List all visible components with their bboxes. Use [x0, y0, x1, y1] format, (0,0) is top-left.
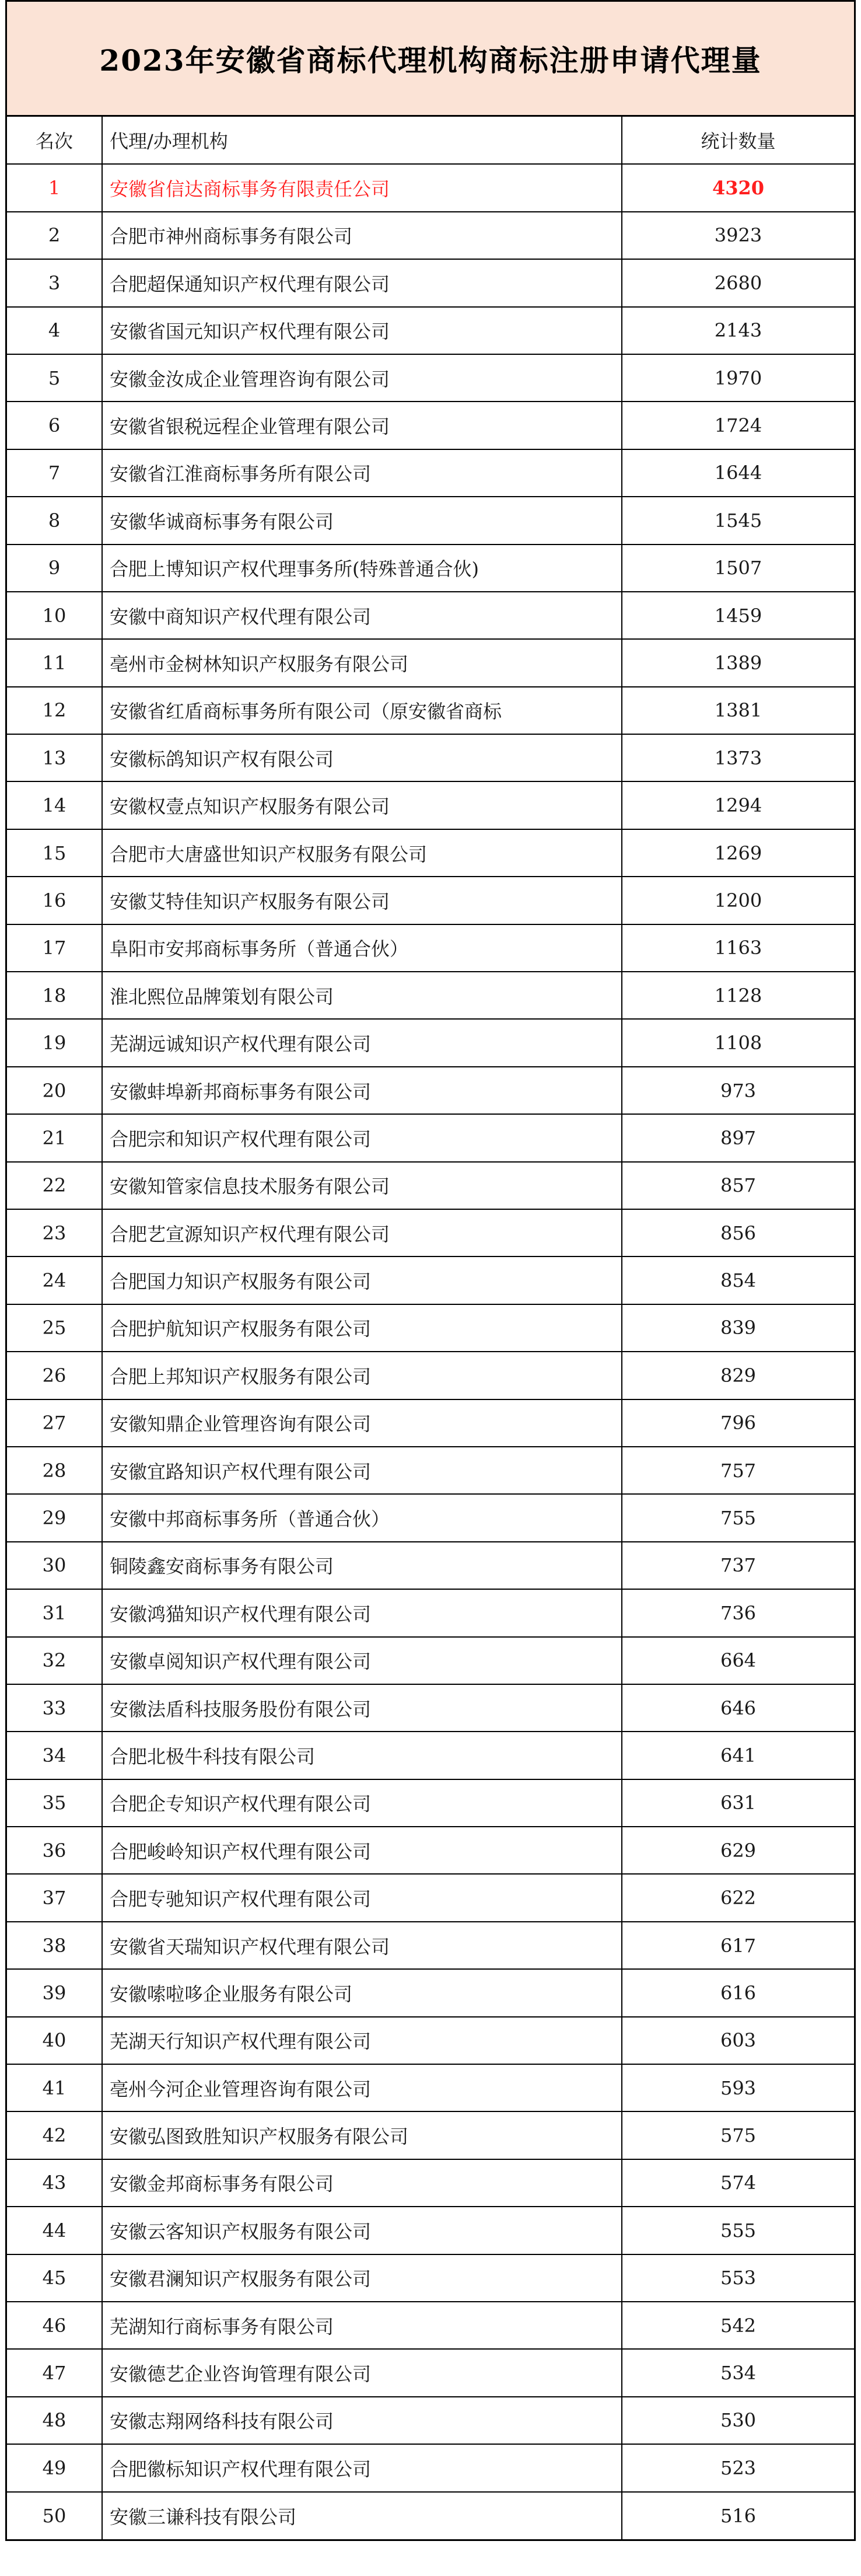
- table-row: [7, 972, 854, 1019]
- count-cell: 1108: [622, 1019, 854, 1066]
- count-cell: 857: [622, 1162, 854, 1209]
- rank-cell: 44: [7, 2207, 102, 2254]
- rank-cell: 36: [7, 1827, 102, 1874]
- table-row: [7, 497, 854, 544]
- count-cell: 1459: [622, 592, 854, 639]
- rank-cell: 40: [7, 2017, 102, 2064]
- count-cell: 553: [622, 2254, 854, 2302]
- count-cell: 616: [622, 1969, 854, 2016]
- agency-cell: 合肥上邦知识产权服务有限公司: [102, 1352, 622, 1399]
- table-row: [7, 2159, 854, 2207]
- agency-cell: 安徽卓阅知识产权代理有限公司: [102, 1637, 622, 1684]
- table-row: [7, 1494, 854, 1541]
- rank-cell: 15: [7, 829, 102, 877]
- agency-cell: 安徽弘图致胜知识产权服务有限公司: [102, 2111, 622, 2159]
- count-cell: 575: [622, 2111, 854, 2159]
- agency-cell: 安徽标鸽知识产权有限公司: [102, 734, 622, 781]
- table-row: [7, 2207, 854, 2254]
- agency-cell: 芜湖远诚知识产权代理有限公司: [102, 1019, 622, 1066]
- table-row: [7, 1209, 854, 1256]
- rank-cell: 46: [7, 2302, 102, 2349]
- rank-cell: 39: [7, 1969, 102, 2016]
- agency-cell: 安徽宜路知识产权代理有限公司: [102, 1447, 622, 1494]
- count-cell: 523: [622, 2444, 854, 2491]
- agency-cell: 安徽德艺企业咨询管理有限公司: [102, 2349, 622, 2396]
- agency-cell: 亳州市金树林知识产权服务有限公司: [102, 639, 622, 686]
- count-cell: 617: [622, 1922, 854, 1969]
- agency-cell: 安徽云客知识产权服务有限公司: [102, 2207, 622, 2254]
- table-row: [7, 2444, 854, 2491]
- column-header-count: 统计数量: [622, 117, 854, 164]
- count-cell: 622: [622, 1874, 854, 1921]
- agency-cell: 铜陵鑫安商标事务有限公司: [102, 1542, 622, 1589]
- rank-cell: 33: [7, 1684, 102, 1732]
- agency-cell: 安徽省国元知识产权代理有限公司: [102, 307, 622, 354]
- agency-cell: 合肥市神州商标事务有限公司: [102, 212, 622, 259]
- table-row: [7, 1304, 854, 1352]
- agency-cell: 安徽志翔网络科技有限公司: [102, 2397, 622, 2444]
- count-cell: 2680: [622, 259, 854, 306]
- rank-cell: 30: [7, 1542, 102, 1589]
- rank-cell: 8: [7, 497, 102, 544]
- count-cell: 1294: [622, 781, 854, 829]
- table-row: [7, 592, 854, 639]
- header-row: [7, 117, 854, 164]
- agency-cell: 安徽省红盾商标事务所有限公司（原安徽省商标: [102, 687, 622, 734]
- table-row: [7, 1779, 854, 1827]
- agency-cell: 安徽知鼎企业管理咨询有限公司: [102, 1399, 622, 1447]
- table-row: [7, 1352, 854, 1399]
- count-cell: 1381: [622, 687, 854, 734]
- count-cell: 1163: [622, 924, 854, 972]
- rank-cell: 48: [7, 2397, 102, 2444]
- table-row: [7, 259, 854, 306]
- table-row: [7, 1732, 854, 1779]
- agency-cell: 安徽三谦科技有限公司: [102, 2492, 622, 2539]
- rank-cell: 27: [7, 1399, 102, 1447]
- table-row: [7, 924, 854, 972]
- table-row: [7, 354, 854, 402]
- count-cell: 629: [622, 1827, 854, 1874]
- rank-cell: 16: [7, 877, 102, 924]
- table-row: [7, 2064, 854, 2111]
- rank-cell: 43: [7, 2159, 102, 2207]
- rank-cell: 47: [7, 2349, 102, 2396]
- table-row: [7, 544, 854, 592]
- rank-cell: 29: [7, 1494, 102, 1541]
- count-cell: 736: [622, 1589, 854, 1636]
- rank-cell: 17: [7, 924, 102, 972]
- table-row: [7, 1589, 854, 1636]
- agency-cell: 安徽艾特佳知识产权服务有限公司: [102, 877, 622, 924]
- agency-cell: 安徽金汝成企业管理咨询有限公司: [102, 354, 622, 402]
- table-row: [7, 402, 854, 449]
- agency-cell: 合肥峻岭知识产权代理有限公司: [102, 1827, 622, 1874]
- agency-cell: 安徽蚌埠新邦商标事务有限公司: [102, 1067, 622, 1114]
- agency-cell: 安徽省信达商标事务有限责任公司: [102, 164, 622, 211]
- table-row: [7, 687, 854, 734]
- agency-cell: 安徽鸿猫知识产权代理有限公司: [102, 1589, 622, 1636]
- count-cell: 4320: [622, 164, 854, 211]
- table-row: [7, 2254, 854, 2302]
- agency-cell: 合肥艺宣源知识产权代理有限公司: [102, 1209, 622, 1256]
- count-cell: 516: [622, 2492, 854, 2539]
- rank-cell: 10: [7, 592, 102, 639]
- rank-cell: 2: [7, 212, 102, 259]
- agency-cell: 安徽金邦商标事务有限公司: [102, 2159, 622, 2207]
- count-cell: 574: [622, 2159, 854, 2207]
- agency-cell: 安徽省江淮商标事务所有限公司: [102, 449, 622, 497]
- count-cell: 1389: [622, 639, 854, 686]
- agency-cell: 亳州今河企业管理咨询有限公司: [102, 2064, 622, 2111]
- agency-cell: 合肥企专知识产权代理有限公司: [102, 1779, 622, 1827]
- agency-cell: 芜湖知行商标事务有限公司: [102, 2302, 622, 2349]
- count-cell: 593: [622, 2064, 854, 2111]
- table-row: [7, 2492, 854, 2539]
- count-cell: 664: [622, 1637, 854, 1684]
- table-row: [7, 1019, 854, 1066]
- rank-cell: 22: [7, 1162, 102, 1209]
- count-cell: 1373: [622, 734, 854, 781]
- rank-cell: 32: [7, 1637, 102, 1684]
- table-row: [7, 734, 854, 781]
- count-cell: 1644: [622, 449, 854, 497]
- agency-cell: 合肥市大唐盛世知识产权服务有限公司: [102, 829, 622, 877]
- agency-cell: 合肥上博知识产权代理事务所(特殊普通合伙): [102, 544, 622, 592]
- agency-cell: 阜阳市安邦商标事务所（普通合伙）: [102, 924, 622, 972]
- table-row: [7, 829, 854, 877]
- count-cell: 530: [622, 2397, 854, 2444]
- rank-cell: 9: [7, 544, 102, 592]
- table-row: [7, 2349, 854, 2396]
- table-row: [7, 1969, 854, 2016]
- rank-cell: 21: [7, 1114, 102, 1161]
- count-cell: 542: [622, 2302, 854, 2349]
- count-cell: 555: [622, 2207, 854, 2254]
- count-cell: 3923: [622, 212, 854, 259]
- table-row: [7, 1256, 854, 1304]
- rank-cell: 18: [7, 972, 102, 1019]
- count-cell: 829: [622, 1352, 854, 1399]
- table-row: [7, 1447, 854, 1494]
- agency-cell: 安徽法盾科技服务股份有限公司: [102, 1684, 622, 1732]
- rank-cell: 12: [7, 687, 102, 734]
- agency-cell: 安徽知管家信息技术服务有限公司: [102, 1162, 622, 1209]
- table-row: [7, 2397, 854, 2444]
- agency-cell: 安徽中邦商标事务所（普通合伙）: [102, 1494, 622, 1541]
- table-row: [7, 2017, 854, 2064]
- rank-cell: 6: [7, 402, 102, 449]
- table-row: [7, 639, 854, 686]
- table-row: [7, 1827, 854, 1874]
- agency-cell: 合肥北极牛科技有限公司: [102, 1732, 622, 1779]
- rank-cell: 5: [7, 354, 102, 402]
- table-row: [7, 2111, 854, 2159]
- rank-cell: 14: [7, 781, 102, 829]
- ranking-sheet: [5, 0, 856, 2541]
- column-header-rank: 名次: [7, 117, 102, 164]
- count-cell: 1545: [622, 497, 854, 544]
- count-cell: 856: [622, 1209, 854, 1256]
- count-cell: 1970: [622, 354, 854, 402]
- rank-cell: 24: [7, 1256, 102, 1304]
- agency-cell: 淮北熙位品牌策划有限公司: [102, 972, 622, 1019]
- rank-cell: 49: [7, 2444, 102, 2491]
- count-cell: 1724: [622, 402, 854, 449]
- count-cell: 1200: [622, 877, 854, 924]
- rank-cell: 45: [7, 2254, 102, 2302]
- agency-cell: 合肥专驰知识产权代理有限公司: [102, 1874, 622, 1921]
- rank-cell: 31: [7, 1589, 102, 1636]
- count-cell: 854: [622, 1256, 854, 1304]
- rank-cell: 1: [7, 164, 102, 211]
- count-cell: 755: [622, 1494, 854, 1541]
- table-row: [7, 1067, 854, 1114]
- count-cell: 1128: [622, 972, 854, 1019]
- count-cell: 897: [622, 1114, 854, 1161]
- table-row: [7, 307, 854, 354]
- agency-cell: 安徽君澜知识产权服务有限公司: [102, 2254, 622, 2302]
- rank-cell: 37: [7, 1874, 102, 1921]
- agency-cell: 安徽中商知识产权代理有限公司: [102, 592, 622, 639]
- count-cell: 737: [622, 1542, 854, 1589]
- table-row: [7, 1922, 854, 1969]
- count-cell: 973: [622, 1067, 854, 1114]
- table-row: [7, 1114, 854, 1161]
- count-cell: 2143: [622, 307, 854, 354]
- agency-cell: 安徽省天瑞知识产权代理有限公司: [102, 1922, 622, 1969]
- rank-cell: 7: [7, 449, 102, 497]
- ranking-table: [7, 117, 854, 2539]
- table-row: [7, 877, 854, 924]
- count-cell: 1269: [622, 829, 854, 877]
- page-title: 2023年安徽省商标代理机构商标注册申请代理量: [99, 43, 762, 78]
- agency-cell: 安徽嗦啦哆企业服务有限公司: [102, 1969, 622, 2016]
- rank-cell: 26: [7, 1352, 102, 1399]
- agency-cell: 安徽省银税远程企业管理有限公司: [102, 402, 622, 449]
- rank-cell: 38: [7, 1922, 102, 1969]
- count-cell: 757: [622, 1447, 854, 1494]
- rank-cell: 25: [7, 1304, 102, 1352]
- rank-cell: 4: [7, 307, 102, 354]
- rank-cell: 20: [7, 1067, 102, 1114]
- count-cell: 839: [622, 1304, 854, 1352]
- table-row: [7, 2302, 854, 2349]
- table-row: [7, 449, 854, 497]
- count-cell: 603: [622, 2017, 854, 2064]
- rank-cell: 19: [7, 1019, 102, 1066]
- agency-cell: 安徽华诚商标事务有限公司: [102, 497, 622, 544]
- table-row: [7, 781, 854, 829]
- agency-cell: 合肥徽标知识产权代理有限公司: [102, 2444, 622, 2491]
- count-cell: 631: [622, 1779, 854, 1827]
- rank-cell: 13: [7, 734, 102, 781]
- agency-cell: 合肥护航知识产权服务有限公司: [102, 1304, 622, 1352]
- agency-cell: 安徽权壹点知识产权服务有限公司: [102, 781, 622, 829]
- table-row: [7, 164, 854, 211]
- rank-cell: 50: [7, 2492, 102, 2539]
- rank-cell: 3: [7, 259, 102, 306]
- rank-cell: 28: [7, 1447, 102, 1494]
- table-row: [7, 1637, 854, 1684]
- count-cell: 646: [622, 1684, 854, 1732]
- count-cell: 796: [622, 1399, 854, 1447]
- agency-cell: 芜湖天行知识产权代理有限公司: [102, 2017, 622, 2064]
- rank-cell: 41: [7, 2064, 102, 2111]
- count-cell: 641: [622, 1732, 854, 1779]
- count-cell: 534: [622, 2349, 854, 2396]
- rank-cell: 34: [7, 1732, 102, 1779]
- table-row: [7, 1684, 854, 1732]
- count-cell: 1507: [622, 544, 854, 592]
- title-bar: [7, 0, 854, 117]
- agency-cell: 合肥国力知识产权服务有限公司: [102, 1256, 622, 1304]
- rank-cell: 11: [7, 639, 102, 686]
- rank-cell: 23: [7, 1209, 102, 1256]
- rank-cell: 35: [7, 1779, 102, 1827]
- agency-cell: 合肥超保通知识产权代理有限公司: [102, 259, 622, 306]
- table-row: [7, 1399, 854, 1447]
- table-row: [7, 1542, 854, 1589]
- table-row: [7, 1162, 854, 1209]
- table-body: [7, 164, 854, 2539]
- rank-cell: 42: [7, 2111, 102, 2159]
- table-row: [7, 212, 854, 259]
- column-header-agency: 代理/办理机构: [102, 117, 622, 164]
- table-row: [7, 1874, 854, 1921]
- agency-cell: 合肥宗和知识产权代理有限公司: [102, 1114, 622, 1161]
